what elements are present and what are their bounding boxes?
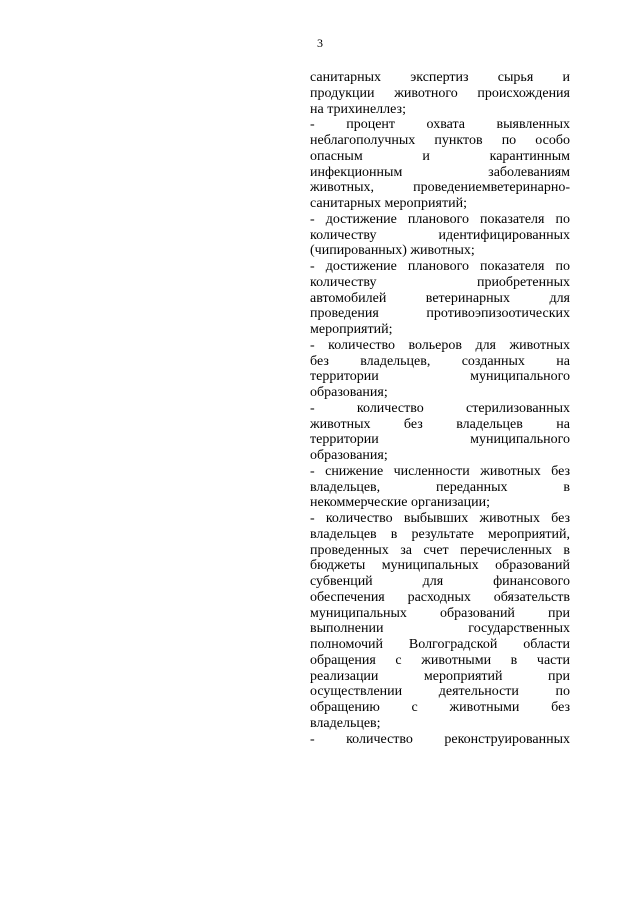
text-line: опасным и карантинным <box>310 148 570 164</box>
text-line: полномочий Волгоградской области <box>310 637 570 652</box>
text-line: - количество стерилизованных <box>310 400 570 416</box>
text-line: мероприятий; <box>310 322 393 337</box>
text-line: обращения с животными в части <box>310 652 570 668</box>
text-line: проведения противоэпизоотических <box>310 306 570 322</box>
text-line: продукции животного происхождения <box>310 85 570 101</box>
text-line: некоммерческие организации; <box>310 495 490 511</box>
paragraph <box>310 117 570 212</box>
text-line: - снижение численности животных без <box>310 463 570 479</box>
text-line: выполнении государственных <box>310 621 570 637</box>
text-line: - количество реконструированных <box>310 731 570 747</box>
paragraph <box>310 732 570 748</box>
text-line: владельцев, переданных в <box>310 479 570 495</box>
text-line: образования; <box>310 448 388 463</box>
text-line: территории муниципального <box>310 369 570 385</box>
text-line: животных без владельцев на <box>310 416 570 432</box>
text-line: неблагополучных пунктов по особо <box>310 133 570 148</box>
paragraph <box>310 401 570 464</box>
paragraph <box>310 338 570 401</box>
text-line: (чипированных) животных; <box>310 243 475 259</box>
paragraph <box>310 511 570 732</box>
text-line: - количество вольеров для животных <box>310 337 570 353</box>
text-line: животных, проведениемветеринарно- <box>310 180 570 196</box>
paragraph <box>310 259 570 338</box>
paragraph <box>310 70 570 117</box>
text-line: субвенций для финансового <box>310 574 570 589</box>
text-line: реализации мероприятий при <box>310 668 570 684</box>
text-line: образования; <box>310 385 388 400</box>
text-line: - достижение планового показателя по <box>310 259 570 274</box>
text-line: проведенных за счет перечисленных в <box>310 542 570 558</box>
text-line: санитарных мероприятий; <box>310 196 467 211</box>
text-line: - количество выбывших животных без <box>310 511 570 526</box>
text-line: бюджеты муниципальных образований <box>310 558 570 574</box>
text-line: осуществлении деятельности по <box>310 684 570 700</box>
text-line: владельцев в результате мероприятий, <box>310 526 570 542</box>
text-line: муниципальных образований при <box>310 605 570 621</box>
text-line: без владельцев, созданных на <box>310 353 570 369</box>
text-line: обеспечения расходных обязательств <box>310 589 570 605</box>
paragraph <box>310 464 570 511</box>
text-line: автомобилей ветеринарных для <box>310 290 570 306</box>
text-line: территории муниципального <box>310 432 570 448</box>
text-line: владельцев; <box>310 715 381 731</box>
text-line: обращению с животными без <box>310 700 570 715</box>
text-line: санитарных экспертиз сырья и <box>310 70 570 85</box>
text-line: количеству идентифицированных <box>310 227 570 243</box>
text-line: - достижение планового показателя по <box>310 211 570 227</box>
text-line: количеству приобретенных <box>310 274 570 290</box>
text-line: на трихинеллез; <box>310 101 406 117</box>
document-body <box>310 70 570 747</box>
paragraph <box>310 212 570 259</box>
text-line: инфекционным заболеваниям <box>310 164 570 180</box>
text-line: - процент охвата выявленных <box>310 117 570 133</box>
page-number: 3 <box>317 36 323 50</box>
